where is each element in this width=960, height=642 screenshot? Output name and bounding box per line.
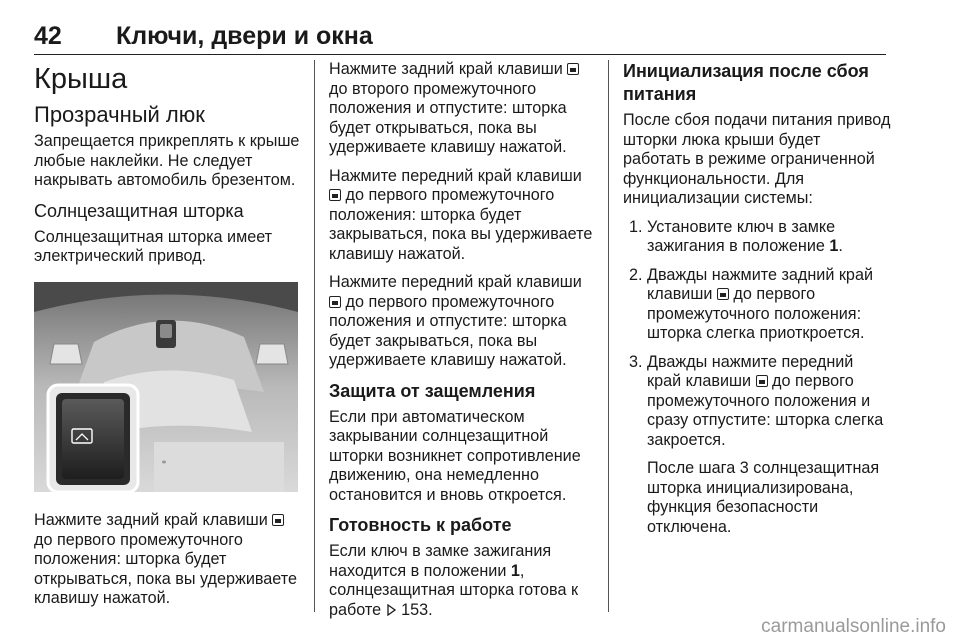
ready-text: Если ключ в замке зажигания находится в положении 1, солнцезащитная шторка готова к работе 153.	[329, 542, 579, 619]
page-header	[34, 22, 886, 55]
list-item: 2. Дважды нажмите задний край клавиши до первого промежуточного положения: шторка слегка приоткроется.	[629, 265, 873, 342]
watermark: carmanualsonline.info	[761, 616, 946, 637]
sunshade-heading: Солнцезащитная шторка	[34, 200, 244, 221]
pinch-protection-text: Если при автоматическом закрывании солнцезащитной шторки возникнет сопротивление движению, она немедленно остановится и вновь откроется.	[329, 407, 581, 504]
sunshade-key-icon	[756, 375, 768, 387]
list-item: 1. Установите ключ в замке зажигания в положение 1.	[629, 217, 843, 255]
sunshade-key-icon	[329, 296, 341, 308]
page-reference[interactable]: 153.	[401, 600, 433, 619]
pinch-protection-heading: Защита от защемления	[329, 380, 536, 401]
init-steps	[623, 218, 891, 451]
sunroof-heading: Прозрачный люк	[34, 102, 205, 127]
sunshade-key-icon	[567, 63, 579, 75]
ready-heading: Готовность к работе	[329, 515, 512, 535]
para3-text: Нажмите передний край клавиши до первого промежуточного положения и отпустите: шторка будет закрываться, пока вы удерживаете клавишу нажатой.	[329, 273, 582, 369]
section-title: Крыша	[34, 63, 128, 95]
sunshade-key-icon	[329, 189, 341, 201]
init-text: После сбоя подачи питания привод шторки люка крыши будет работать в режиме ограниченной функциональности. Для инициализации системы:	[623, 111, 891, 207]
list-item: 3. Дважды нажмите передний край клавиши до первого промежуточного положения и сразу отпустите: шторка слегка закроется.	[629, 352, 884, 449]
step2-text: Дважды нажмите задний край клавиши до первого промежуточного положения: шторка слегка приоткроется.	[647, 265, 873, 342]
column-3	[623, 60, 891, 546]
step3-text: Дважды нажмите передний край клавиши до первого промежуточного положения и сразу отпустите: шторка слегка закроется.	[647, 352, 884, 449]
column-divider-1	[314, 60, 315, 612]
init-heading: Инициализация после сбоя питания	[623, 61, 869, 104]
running-title: Ключи, двери и окна	[116, 22, 373, 50]
sunshade-key-icon	[272, 514, 284, 526]
para2-text: Нажмите передний край клавиши до первого промежуточного положения: шторка будет закрываться, пока вы удерживаете клавишу нажатой.	[329, 166, 593, 263]
column-1	[34, 60, 302, 618]
page-reference-arrow-icon	[386, 604, 397, 616]
column-divider-2	[608, 60, 609, 612]
sunshade-switch-photo	[34, 282, 298, 492]
column-2	[329, 60, 597, 629]
page-number: 42	[34, 22, 62, 50]
step1-text: Нажмите задний край клавиши до первого промежуточного положения: шторка будет открываться, пока вы удерживаете клавишу нажатой.	[34, 511, 297, 607]
para1-text: Нажмите задний край клавиши до второго промежуточного положения и отпустите: шторка будет открываться, пока вы удерживаете клавишу нажатой.	[329, 60, 597, 158]
sunshade-key-icon	[717, 288, 729, 300]
sunshade-text: Солнцезащитная шторка имеет электрический привод.	[34, 227, 273, 265]
sunroof-text: Запрещается прикреплять к крыше любые наклейки. Не следует накрывать автомобиль брезентом.	[34, 132, 300, 189]
after-text: После шага 3 солнцезащитная шторка инициализирована, функция безопасности отключена.	[647, 459, 880, 536]
